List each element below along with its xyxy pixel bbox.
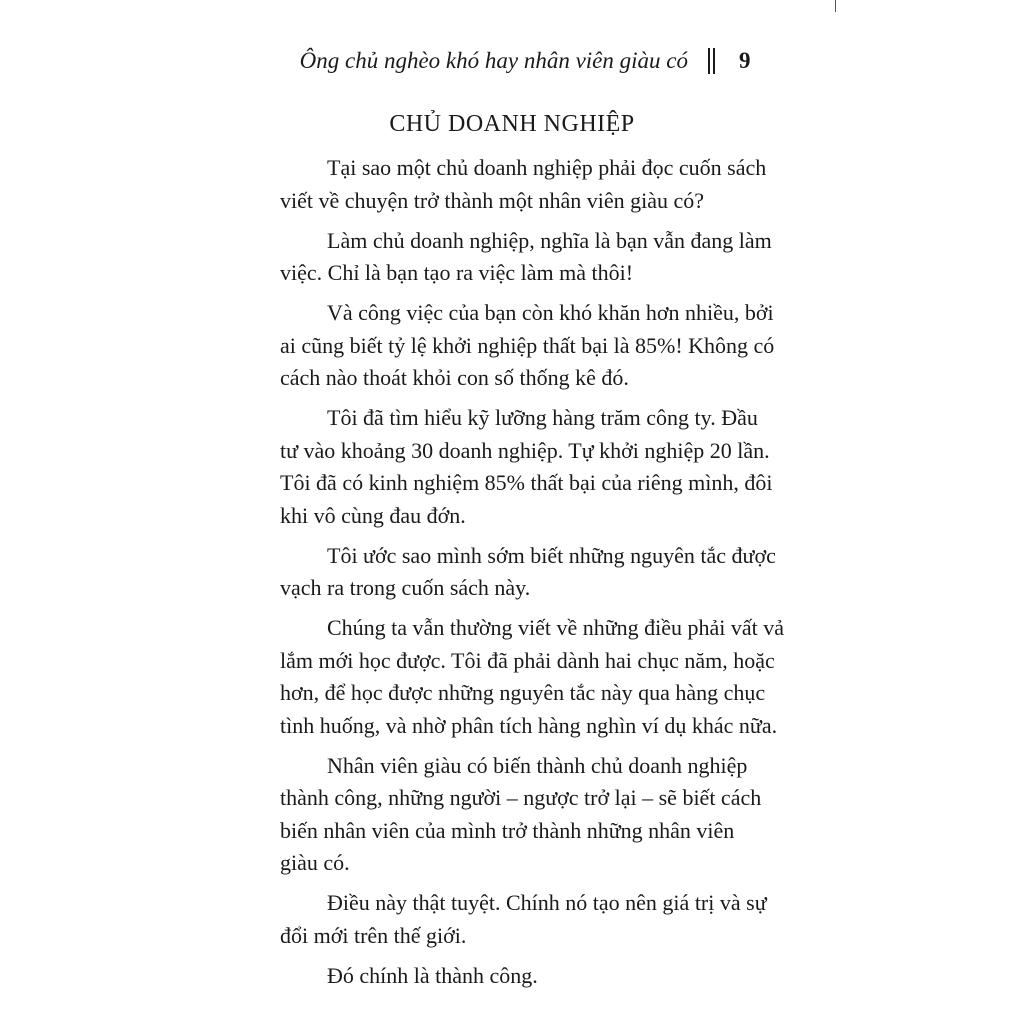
text-line: Tôi đã có kinh nghiệm 85% thất bại của riêng mình, đôi xyxy=(280,470,773,495)
text-line: Tôi ước sao mình sớm biết những nguyên tắc được xyxy=(327,542,776,568)
paragraph xyxy=(0,887,1024,952)
paragraph xyxy=(0,540,1024,605)
paragraph xyxy=(0,402,1024,532)
paragraph xyxy=(0,612,1024,742)
text-line: cách nào thoát khỏi con số thống kê đó. xyxy=(280,365,629,390)
text-line: Và công việc của bạn còn khó khăn hơn nhiều, bởi xyxy=(327,300,774,325)
text-line: Tôi đã tìm hiểu kỹ lưỡng hàng trăm công ty. Đầu xyxy=(327,405,758,430)
text-line: đổi mới trên thế giới. xyxy=(280,922,467,948)
chapter-title: CHỦ DOANH NGHIỆP xyxy=(389,111,635,137)
text-line: Nhân viên giàu có biến thành chủ doanh nghiệp xyxy=(327,752,748,778)
header-rule xyxy=(713,48,715,74)
paragraph xyxy=(0,960,1024,993)
text-line: Đó chính là thành công. xyxy=(327,962,538,988)
running-header xyxy=(0,46,1024,80)
text-line: vạch ra trong cuốn sách này. xyxy=(280,575,531,600)
paragraph xyxy=(0,225,1024,290)
text-line: việc. Chỉ là bạn tạo ra việc làm mà thôi! xyxy=(280,260,634,285)
text-line: Điều này thật tuyệt. Chính nó tạo nên giá trị và sự xyxy=(327,890,767,915)
text-line: viết về chuyện trở thành một nhân viên giàu có? xyxy=(280,187,705,213)
text-line: tình huống, và nhờ phân tích hàng nghìn ví dụ khác nữa. xyxy=(280,712,778,738)
text-line: tư vào khoảng 30 doanh nghiệp. Tự khởi nghiệp 20 lần. xyxy=(280,437,770,463)
text-line: khi vô cùng đau đớn. xyxy=(280,502,466,528)
text-line: ai cũng biết tỷ lệ khởi nghiệp thất bại là 85%! Không có xyxy=(280,332,775,358)
text-line: giàu có. xyxy=(280,850,350,875)
text-line: Tại sao một chủ doanh nghiệp phải đọc cuốn sách xyxy=(327,155,767,180)
text-line: lắm mới học được. Tôi đã phải dành hai chục năm, hoặc xyxy=(280,647,775,673)
page-edge-mark xyxy=(835,0,836,12)
text-line: Chúng ta vẫn thường viết về những điều phải vất vả xyxy=(327,615,785,640)
page-number: 9 xyxy=(739,48,751,73)
paragraph xyxy=(0,750,1024,880)
text-line: hơn, để học được những nguyên tắc này qua hàng chục xyxy=(280,680,766,705)
paragraph xyxy=(0,152,1024,217)
paragraph xyxy=(0,297,1024,395)
text-line: thành công, những người – ngược trở lại – sẽ biết cách xyxy=(280,785,762,810)
text-line: Làm chủ doanh nghiệp, nghĩa là bạn vẫn đang làm xyxy=(327,227,772,253)
header-rule xyxy=(708,48,710,74)
body-text xyxy=(0,152,1024,1000)
running-title: Ông chủ nghèo khó hay nhân viên giàu có xyxy=(299,48,688,73)
text-line: biến nhân viên của mình trở thành những nhân viên xyxy=(280,817,735,843)
